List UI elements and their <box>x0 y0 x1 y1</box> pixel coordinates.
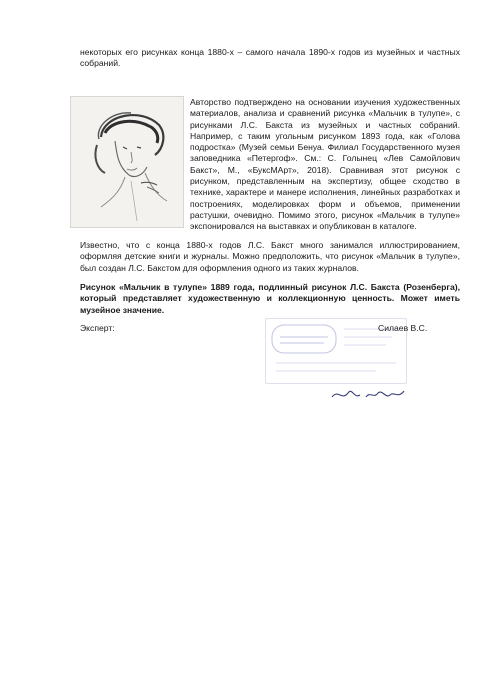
conclusion-paragraph: Рисунок «Мальчик в тулупе» 1889 года, подлинный рисунок Л.С. Бакста (Розенберга), который представляет художественную и коллекционную ценность. Может иметь музейное значение. <box>80 282 460 315</box>
intro-paragraph: некоторых его рисунках конца 1880-х – самого начала 1890-х годов из музейных и частных собраний. <box>80 47 460 69</box>
authorship-paragraph: Авторство подтверждено на основании изучения художественных материалов, анализа и сравнений рисунка «Мальчик в тулупе», с рисунками Л.С. Бакста из музейных и частных собраний. Например, с таким угольным рисунком 1893 года, как «Голова подростка» (Музей семьи Бенуа. Филиал Государственного музея заповедника «Петергоф». См.: С. Голынец «Лев Самойлович Бакст», М., «БуксМАрт», 2018). Сравнивая этот рисунок с рисунком, представленным на экспертизу, общее сходство в технике, характере и манере исполнения, линейных разработках и построениях, моделировках форм и объемов, применении растушки, очевидно. Помимо этого, рисунок «Мальчик в тулупе» экспонировался на выставках и опубликован в каталоге. <box>190 97 460 232</box>
handwritten-signature <box>330 385 410 403</box>
illustration-paragraph: Известно, что с конца 1880-х годов Л.С. Бакст много занимался иллюстрированием, оформляя детские книги и журналы. Можно предположить, что рисунок «Мальчик в тулупе», был создан Л.С. Бакстом для оформления одного из таких журналов. <box>80 240 460 273</box>
portrait-sketch-image <box>70 96 184 228</box>
expert-label: Эксперт: <box>80 323 115 333</box>
sketch-drawing <box>71 97 183 227</box>
expert-name: Силаев В.С. <box>378 323 428 333</box>
